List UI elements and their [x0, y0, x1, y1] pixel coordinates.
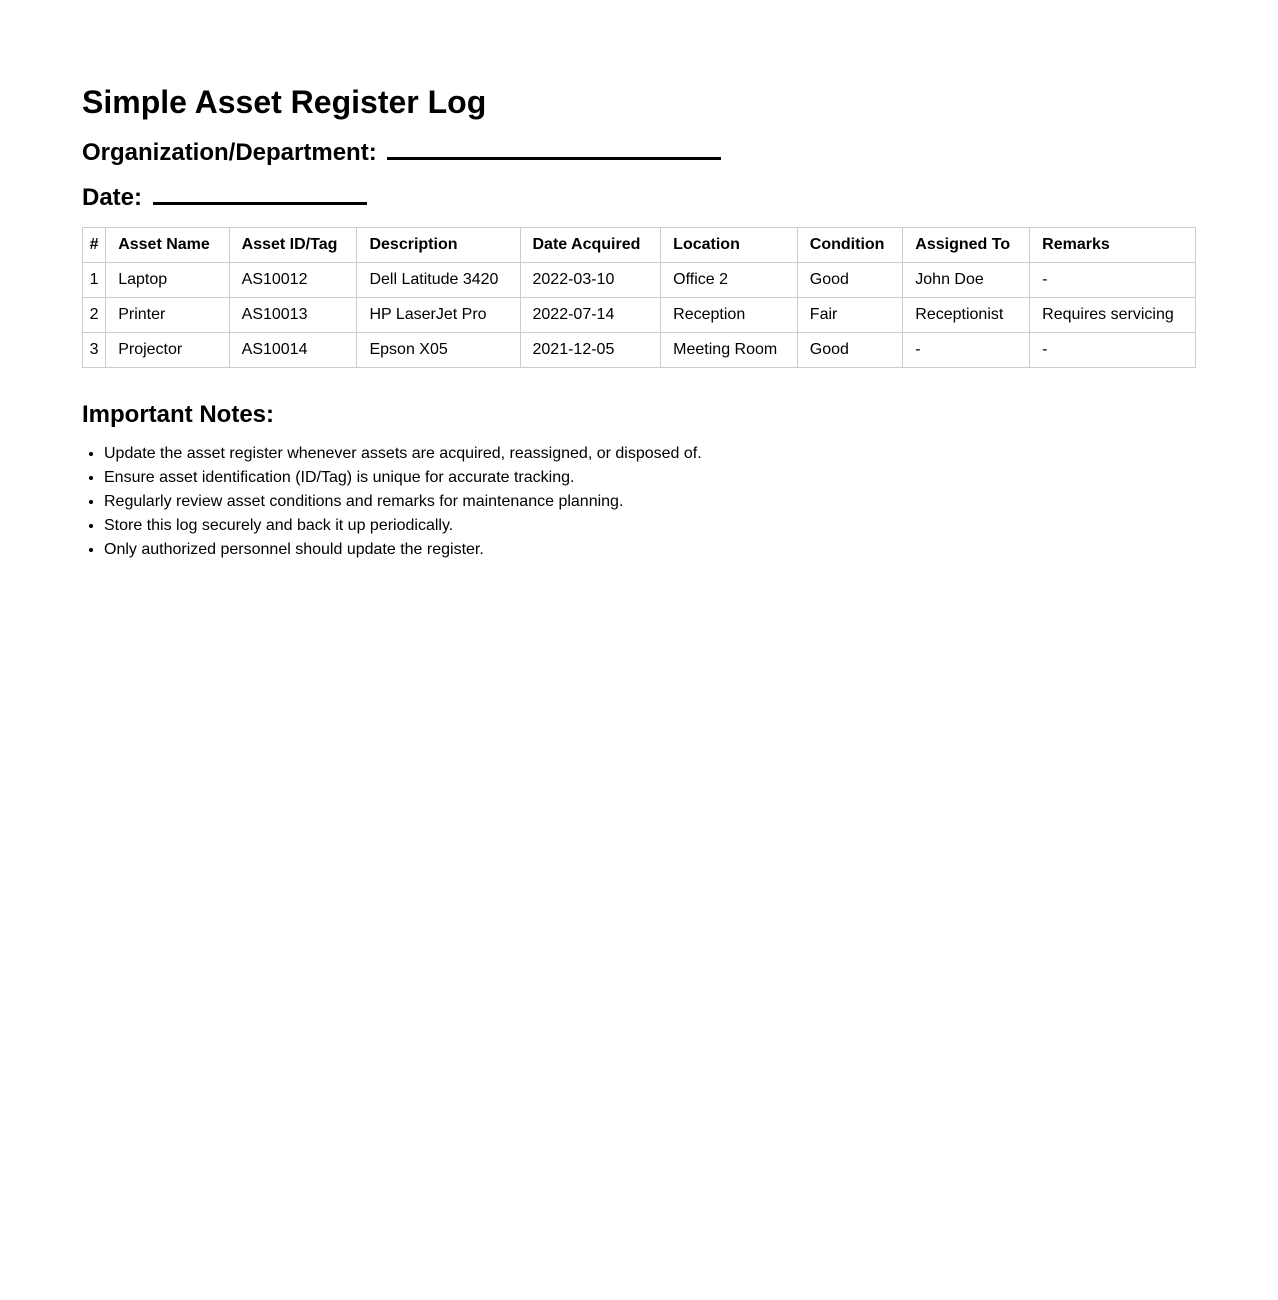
list-item: • Update the asset register whenever assets are acquired, reassigned, or disposed of. — [104, 442, 1196, 466]
cell-description: Epson X05 — [357, 333, 520, 368]
cell-asset-id: AS10014 — [229, 333, 357, 368]
cell-date-acquired: 2022-03-10 — [520, 263, 661, 298]
list-item: • Only authorized personnel should update the register. — [104, 538, 1196, 562]
cell-condition: Good — [797, 263, 902, 298]
date-blank-line — [153, 182, 367, 205]
date-label: Date: — [82, 184, 143, 211]
cell-number: 2 — [83, 298, 106, 333]
cell-assigned-to: - — [903, 333, 1030, 368]
table-row — [83, 298, 1196, 333]
organization-blank-line — [387, 137, 721, 160]
cell-asset-name: Projector — [106, 333, 229, 368]
table-row — [83, 333, 1196, 368]
document-page — [0, 0, 1278, 562]
cell-remarks: Requires servicing — [1030, 298, 1196, 333]
list-item: • Ensure asset identification (ID/Tag) is unique for accurate tracking. — [104, 466, 1196, 490]
cell-location: Office 2 — [661, 263, 798, 298]
cell-number: 1 — [83, 263, 106, 298]
header-description: Description — [357, 228, 520, 263]
cell-condition: Good — [797, 333, 902, 368]
cell-assigned-to: Receptionist — [903, 298, 1030, 333]
header-number: # — [83, 228, 106, 263]
header-date-acquired: Date Acquired — [520, 228, 661, 263]
header-asset-id: Asset ID/Tag — [229, 228, 357, 263]
organization-field — [82, 137, 1196, 168]
cell-number: 3 — [83, 333, 106, 368]
notes-list — [82, 442, 1196, 562]
cell-remarks: - — [1030, 333, 1196, 368]
page-title: Simple Asset Register Log — [82, 84, 487, 120]
header-remarks: Remarks — [1030, 228, 1196, 263]
cell-date-acquired: 2022-07-14 — [520, 298, 661, 333]
cell-assigned-to: John Doe — [903, 263, 1030, 298]
header-location: Location — [661, 228, 798, 263]
header-asset-name: Asset Name — [106, 228, 229, 263]
cell-location: Meeting Room — [661, 333, 798, 368]
header-assigned-to: Assigned To — [903, 228, 1030, 263]
cell-asset-id: AS10013 — [229, 298, 357, 333]
cell-description: HP LaserJet Pro — [357, 298, 520, 333]
cell-asset-id: AS10012 — [229, 263, 357, 298]
table-row — [83, 263, 1196, 298]
cell-asset-name: Printer — [106, 298, 229, 333]
cell-condition: Fair — [797, 298, 902, 333]
cell-asset-name: Laptop — [106, 263, 229, 298]
cell-description: Dell Latitude 3420 — [357, 263, 520, 298]
cell-remarks: - — [1030, 263, 1196, 298]
table-header-row — [83, 228, 1196, 263]
cell-location: Reception — [661, 298, 798, 333]
date-field — [82, 182, 1196, 213]
asset-register-table — [82, 227, 1196, 368]
header-condition: Condition — [797, 228, 902, 263]
list-item: • Store this log securely and back it up periodically. — [104, 514, 1196, 538]
notes-heading: Important Notes: — [82, 401, 274, 428]
cell-date-acquired: 2021-12-05 — [520, 333, 661, 368]
organization-label: Organization/Department: — [82, 139, 377, 166]
list-item: • Regularly review asset conditions and remarks for maintenance planning. — [104, 490, 1196, 514]
